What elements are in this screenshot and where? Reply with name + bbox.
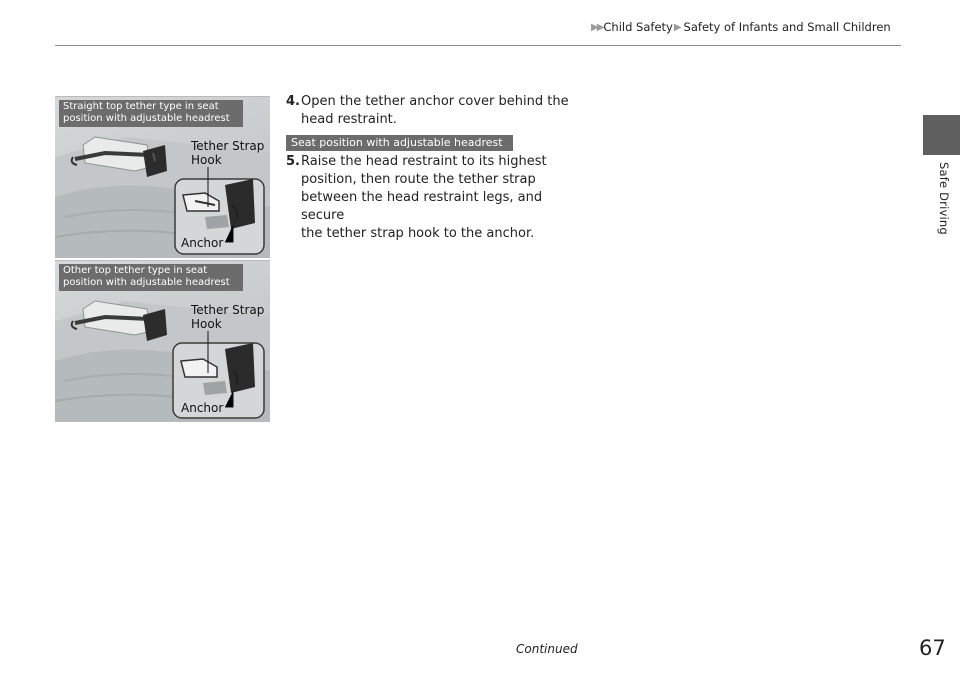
- step-text: Open the tether anchor cover behind the: [301, 94, 569, 109]
- seat-position-label: Seat position with adjustable headrest: [286, 135, 513, 151]
- label-anchor: Anchor: [181, 401, 224, 415]
- breadcrumb-arrow-icon: ▶: [673, 21, 682, 33]
- breadcrumb-item-child-safety[interactable]: Child Safety: [603, 20, 673, 34]
- step-number: 5.: [286, 154, 300, 169]
- step-4: [286, 93, 571, 129]
- label-tether-strap-hook: Tether Strap Hook: [191, 303, 265, 331]
- label-anchor: Anchor: [181, 236, 224, 250]
- header-divider: [55, 45, 901, 46]
- figure-other-tether: [55, 260, 270, 422]
- section-tab-label: Safe Driving: [937, 162, 951, 235]
- breadcrumb-arrow-icon: ▶▶: [591, 21, 603, 33]
- step-text: the tether strap hook to the anchor.: [301, 226, 535, 241]
- continued-label: Continued: [516, 642, 578, 656]
- figure-caption: Other top tether type in seat position with adjustable headrest: [59, 264, 243, 291]
- step-text: Raise the head restraint to its highest: [301, 154, 547, 169]
- label-tether-strap-hook: Tether Strap Hook: [191, 139, 265, 167]
- figure-caption: Straight top tether type in seat position with adjustable headrest: [59, 100, 243, 127]
- breadcrumb-item-safety-infants[interactable]: Safety of Infants and Small Children: [683, 20, 891, 34]
- section-tab[interactable]: [923, 115, 960, 155]
- breadcrumb: [591, 18, 891, 36]
- step-number: 4.: [286, 94, 300, 109]
- page-number: 67: [919, 636, 946, 660]
- step-5: [286, 153, 571, 243]
- step-text: position, then route the tether strap: [301, 172, 536, 187]
- step-text: between the head restraint legs, and secure: [301, 190, 543, 223]
- step-text: head restraint.: [301, 112, 397, 127]
- figure-straight-tether: [55, 96, 270, 258]
